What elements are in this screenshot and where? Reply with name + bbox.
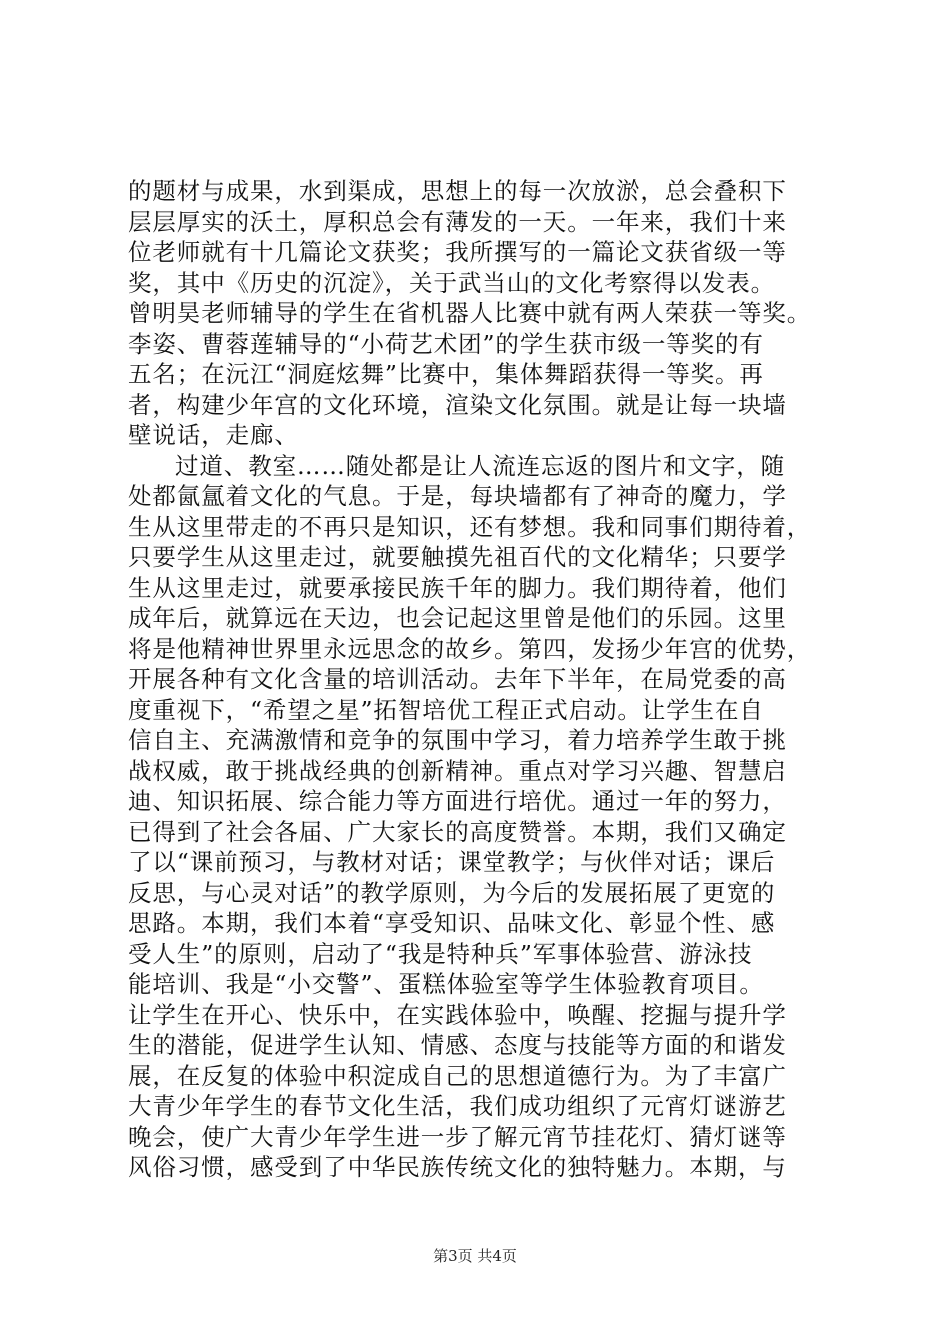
text-line: 晚会，使广大青少年学生进一步了解元宵节挂花灯、猜灯谜等 <box>128 1122 787 1151</box>
text-line: 处都氤氲着文化的气息。于是，每块墙都有了神奇的魔力，学 <box>128 482 787 510</box>
text-line: 生从这里走过，就要承接民族千年的脚力。我们期待着，他们 <box>128 573 787 602</box>
text-line: 壁说话，走廊、 <box>128 421 299 449</box>
text-line: 风俗习惯，感受到了中华民族传统文化的独特魅力。本期，与 <box>128 1153 787 1181</box>
text-line: 生的潜能，促进学生认知、情感、态度与技能等方面的和谐发 <box>128 1031 787 1059</box>
text-line: 受人生”的原则，启动了“我是特种兵”军事体验营、游泳技 <box>128 939 753 968</box>
text-line: 位老师就有十几篇论文获奖；我所撰写的一篇论文获省级一等 <box>128 238 787 266</box>
text-line: 迪、知识拓展、综合能力等方面进行培优。通过一年的努力， <box>128 787 787 815</box>
text-line: 曾明昊老师辅导的学生在省机器人比赛中就有两人荣获一等奖。 <box>128 299 812 327</box>
text-line: 能培训、我是“小交警”、蛋糕体验室等学生体验教育项目。 <box>128 970 764 998</box>
text-line: 开展各种有文化含量的培训活动。去年下半年，在局党委的高 <box>128 665 787 693</box>
text-line: 了以“课前预习，与教材对话；课堂教学；与伙伴对话；课后 <box>128 848 776 876</box>
text-line: 的题材与成果，水到渠成，思想上的每一次放淤，总会叠积下 <box>128 177 787 205</box>
text-line: 层层厚实的沃土，厚积总会有薄发的一天。一年来，我们十来 <box>128 207 787 236</box>
text-line: 战权威，敢于挑战经典的创新精神。重点对学习兴趣、智慧启 <box>128 756 787 785</box>
text-line: 大青少年学生的春节文化生活，我们成功组织了元宵灯谜游艺 <box>128 1092 787 1120</box>
text-line: 奖，其中《历史的沉淀》，关于武当山的文化考察得以发表。 <box>128 268 776 297</box>
page-number-footer: 第3页 共4页 <box>433 1247 517 1265</box>
body-text <box>128 176 828 1183</box>
text-line: 度重视下，“希望之星”拓智培优工程正式启动。让学生在自 <box>128 695 764 724</box>
text-line: 让学生在开心、快乐中，在实践体验中，唤醒、挖掘与提升学 <box>128 1000 787 1029</box>
text-line: 思路。本期，我们本着“享受知识、品味文化、彰显个性、感 <box>128 909 776 937</box>
text-line: 展，在反复的体验中积淀成自己的思想道德行为。为了丰富广 <box>128 1061 787 1090</box>
text-line: 生从这里带走的不再只是知识，还有梦想。我和同事们期待着， <box>128 512 812 541</box>
text-line: 五名；在沅江“洞庭炫舞”比赛中，集体舞蹈获得一等奖。再 <box>128 360 764 388</box>
text-line: 反思，与心灵对话”的教学原则，为今后的发展拓展了更宽的 <box>128 878 776 907</box>
text-line: 将是他精神世界里永远思念的故乡。第四，发扬少年宫的优势， <box>128 634 812 663</box>
text-line: 者，构建少年宫的文化环境，渲染文化氛围。就是让每一块墙 <box>128 390 787 419</box>
text-line: 只要学生从这里走过，就要触摸先祖百代的文化精华；只要学 <box>128 543 787 571</box>
text-line: 成年后，就算远在天边，也会记起这里曾是他们的乐园。这里 <box>128 604 787 632</box>
text-line: 信自主、充满激情和竞争的氛围中学习，着力培养学生敢于挑 <box>128 726 787 754</box>
text-line: 李姿、曹蓉莲辅导的“小荷艺术团”的学生获市级一等奖的有 <box>128 329 764 358</box>
text-line: 已得到了社会各届、广大家长的高度赞誉。本期，我们又确定 <box>128 817 787 846</box>
paragraph-start-line: 过道、教室……随处都是让人流连忘返的图片和文字，随 <box>175 451 785 480</box>
